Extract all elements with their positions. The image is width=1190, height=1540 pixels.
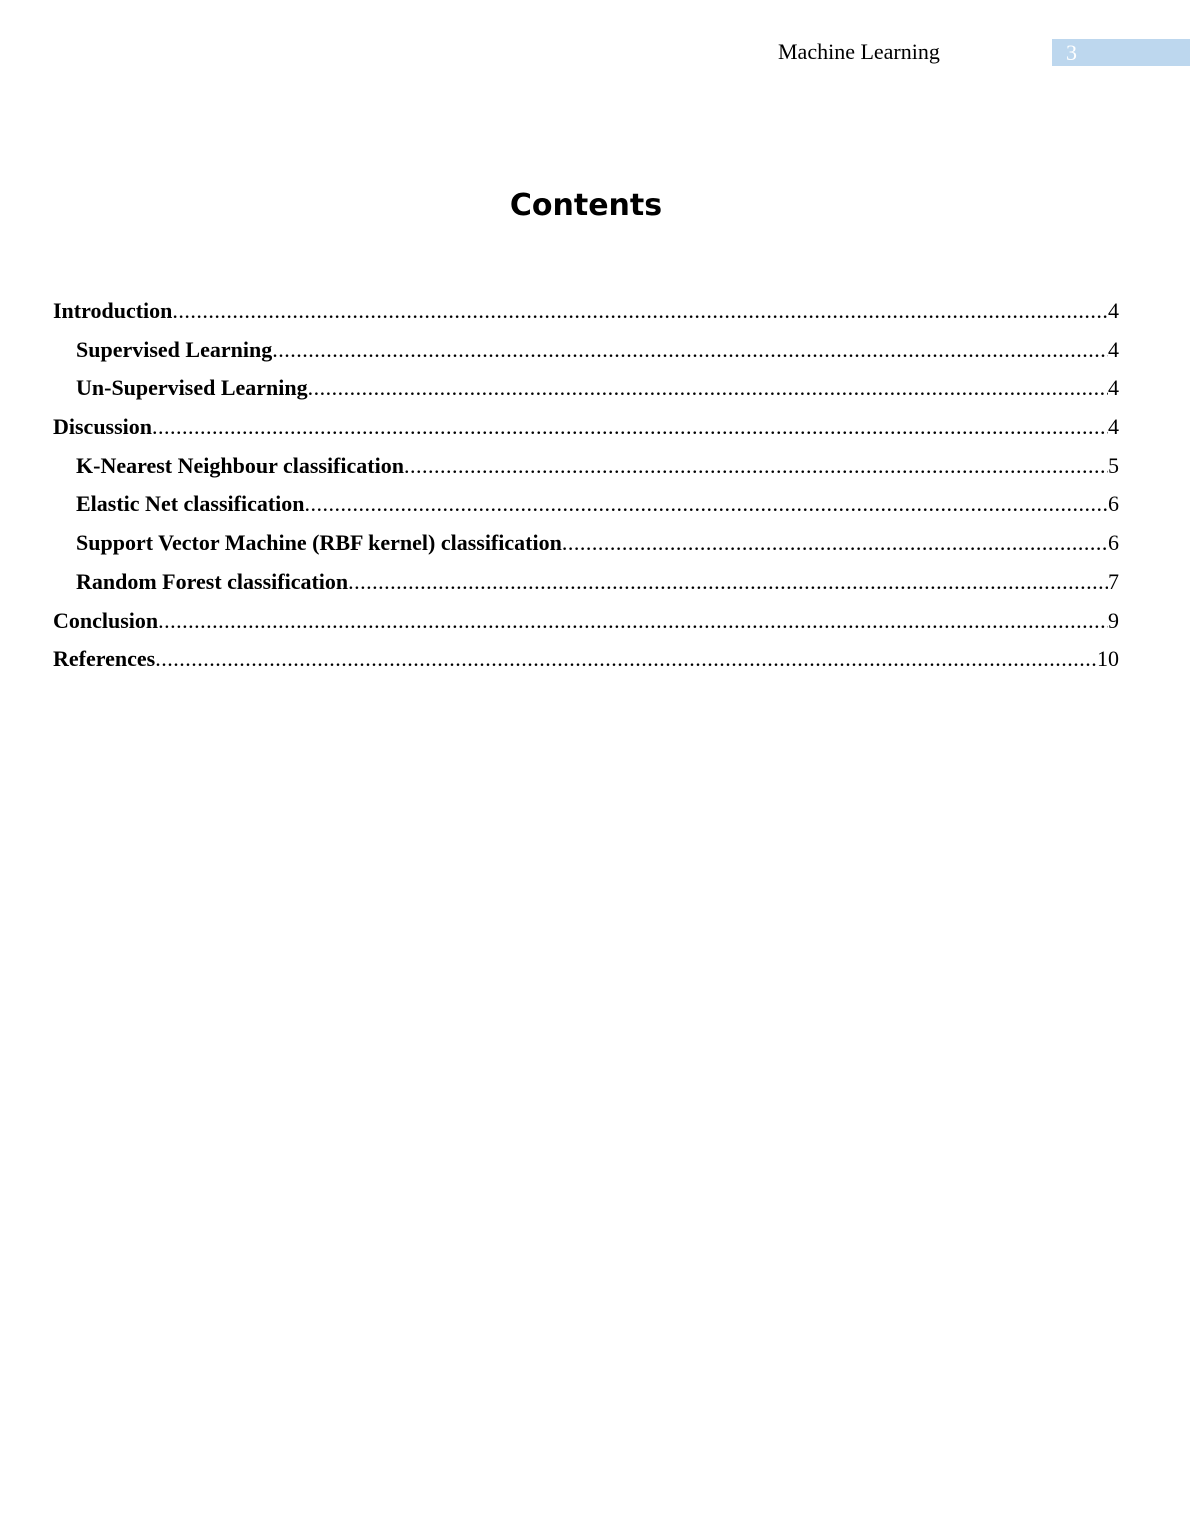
toc-entry-label: References — [53, 646, 156, 672]
toc-dot-leader — [272, 331, 1108, 370]
toc-entry-page: 6 — [1108, 530, 1119, 556]
toc-entry-label: Introduction — [53, 298, 173, 323]
toc-dot-leader — [404, 447, 1108, 486]
toc-entry-page: 4 — [1108, 414, 1119, 440]
toc-entry-page: 9 — [1108, 607, 1119, 633]
toc-entry-label: Discussion — [53, 414, 153, 440]
toc-dot-leader — [158, 602, 1108, 641]
toc-dot-leader — [562, 524, 1108, 563]
toc-entry-references[interactable] — [53, 640, 1119, 679]
toc-entry-supervised-learning[interactable] — [53, 331, 1119, 370]
toc-entry-label: Conclusion — [53, 607, 159, 633]
toc-entry-svm-classification[interactable] — [53, 524, 1119, 563]
toc-dot-leader — [155, 640, 1097, 679]
toc-entry-page: 7 — [1108, 568, 1119, 594]
table-of-contents — [53, 292, 1119, 679]
toc-entry-page: 10 — [1097, 646, 1119, 672]
toc-dot-leader — [348, 563, 1108, 602]
toc-entry-page: 4 — [1108, 298, 1119, 323]
toc-entry-conclusion[interactable] — [53, 602, 1119, 641]
toc-dot-leader — [305, 485, 1108, 524]
header-title: Machine Learning — [778, 39, 940, 64]
toc-entry-label: Supervised Learning — [76, 336, 273, 362]
toc-entry-knn-classification[interactable] — [53, 447, 1119, 486]
header-page-number-box — [1052, 39, 1190, 66]
toc-dot-leader — [172, 292, 1108, 331]
toc-entry-random-forest-classification[interactable] — [53, 563, 1119, 602]
toc-entry-page: 5 — [1108, 452, 1119, 478]
toc-entry-label: Support Vector Machine (RBF kernel) classification — [76, 530, 562, 556]
toc-entry-page: 4 — [1108, 336, 1119, 362]
toc-dot-leader — [152, 408, 1108, 447]
toc-entry-elastic-net-classification[interactable] — [53, 485, 1119, 524]
header-page-number: 3 — [1066, 40, 1077, 65]
toc-entry-label: Random Forest classification — [76, 568, 349, 594]
toc-entry-page: 4 — [1108, 375, 1119, 401]
toc-entry-page: 6 — [1108, 491, 1119, 517]
toc-entry-label: Un-Supervised Learning — [76, 375, 308, 401]
toc-heading: Contents — [509, 188, 663, 224]
toc-entry-label: Elastic Net classification — [76, 491, 305, 517]
toc-entry-label: K-Nearest Neighbour classification — [76, 452, 404, 478]
toc-entry-introduction[interactable] — [53, 292, 1119, 331]
toc-dot-leader — [308, 369, 1108, 408]
toc-entry-unsupervised-learning[interactable] — [53, 369, 1119, 408]
toc-entry-discussion[interactable] — [53, 408, 1119, 447]
